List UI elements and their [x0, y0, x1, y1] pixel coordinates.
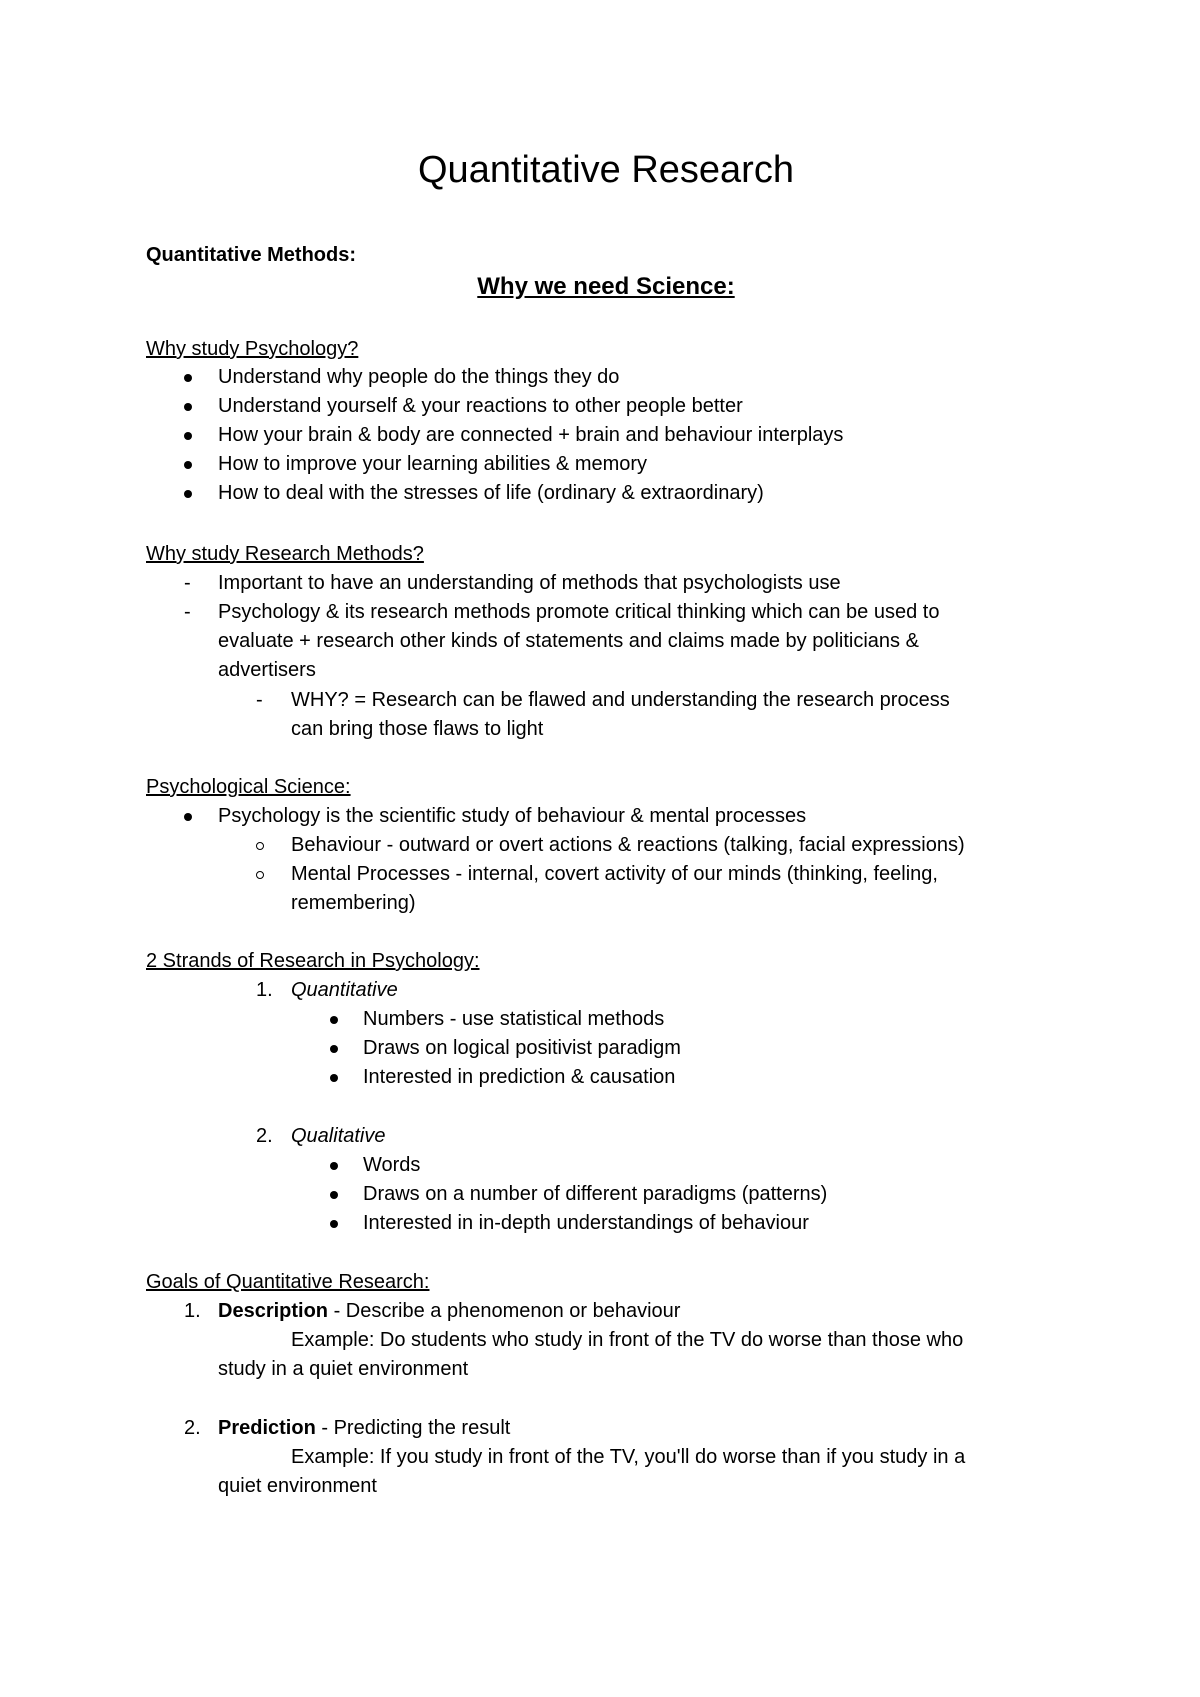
bullet-dot-icon [330, 1016, 338, 1024]
psych-science-heading: Psychological Science: [146, 776, 351, 798]
strands-heading: 2 Strands of Research in Psychology: [146, 950, 480, 972]
list-item: How to improve your learning abilities & memory [218, 453, 648, 475]
list-item: How to deal with the stresses of life (ordinary & extraordinary) [218, 482, 764, 504]
list-number: 1. [256, 979, 273, 1001]
bullet-dot-icon [330, 1045, 338, 1053]
list-item-line: evaluate + research other kinds of statements and claims made by politicians & [218, 630, 919, 652]
list-item: Important to have an understanding of methods that psychologists use [218, 572, 841, 594]
bullet-dot-icon [330, 1191, 338, 1199]
bullet-dot-icon [184, 461, 192, 469]
strand-name: Qualitative [291, 1125, 386, 1147]
goal-item [218, 1297, 680, 1326]
methods-label: Quantitative Methods: [146, 244, 357, 266]
goal-desc: - Describe a phenomenon or behaviour [328, 1300, 681, 1322]
page-title: Quantitative Research [418, 149, 794, 191]
list-number: 2. [184, 1417, 201, 1439]
list-item: Understand why people do the things they do [218, 366, 620, 388]
list-item-line: advertisers [218, 659, 316, 681]
list-item: Words [363, 1154, 421, 1176]
list-item: Psychology is the scientific study of behaviour & mental processes [218, 805, 807, 827]
science-heading: Why we need Science: [477, 273, 735, 300]
list-item: How your brain & body are connected + brain and behaviour interplays [218, 424, 844, 446]
sub-item-line: WHY? = Research can be flawed and understanding the research process [291, 689, 950, 711]
bullet-dot-icon [330, 1220, 338, 1228]
goal-example: Example: Do students who study in front of the TV do worse than those who [291, 1329, 964, 1351]
bullet-dot-icon [330, 1074, 338, 1082]
goals-heading: Goals of Quantitative Research: [146, 1271, 430, 1293]
bullet-dot-icon [184, 432, 192, 440]
list-item: Draws on a number of different paradigms (patterns) [363, 1183, 828, 1205]
bullet-dot-icon [184, 490, 192, 498]
goal-example: Example: If you study in front of the TV, you'll do worse than if you study in a [291, 1446, 966, 1468]
list-item: Draws on logical positivist paradigm [363, 1037, 681, 1059]
bullet-dot-icon [184, 813, 192, 821]
goal-example-cont: study in a quiet environment [218, 1358, 469, 1380]
bullet-dot-icon [184, 403, 192, 411]
dash-marker: - [184, 601, 191, 623]
sub-item: Behaviour - outward or overt actions & reactions (talking, facial expressions) [291, 834, 965, 856]
goal-term: Prediction [218, 1417, 316, 1439]
sub-item-line: remembering) [291, 892, 416, 914]
goal-term: Description [218, 1300, 329, 1322]
bullet-circle-icon [256, 871, 264, 879]
bullet-dot-icon [330, 1162, 338, 1170]
why-methods-heading: Why study Research Methods? [146, 543, 424, 565]
goal-desc: - Predicting the result [315, 1417, 511, 1439]
list-item: Understand yourself & your reactions to other people better [218, 395, 743, 417]
strand-name: Quantitative [291, 979, 398, 1001]
dash-marker: - [184, 572, 191, 594]
sub-item-line: Mental Processes - internal, covert activity of our minds (thinking, feeling, [291, 863, 938, 885]
bullet-circle-icon [256, 842, 264, 850]
bullet-dot-icon [184, 374, 192, 382]
list-number: 2. [256, 1125, 273, 1147]
goal-item [218, 1414, 510, 1443]
sub-item-line: can bring those flaws to light [291, 718, 544, 740]
why-psych-heading: Why study Psychology? [146, 338, 359, 360]
list-item: Numbers - use statistical methods [363, 1008, 665, 1030]
list-number: 1. [184, 1300, 201, 1322]
goal-example-cont: quiet environment [218, 1475, 377, 1497]
list-item: Interested in in-depth understandings of behaviour [363, 1212, 809, 1234]
list-item: Interested in prediction & causation [363, 1066, 676, 1088]
list-item-line: Psychology & its research methods promote critical thinking which can be used to [218, 601, 940, 623]
dash-marker: - [256, 689, 263, 711]
